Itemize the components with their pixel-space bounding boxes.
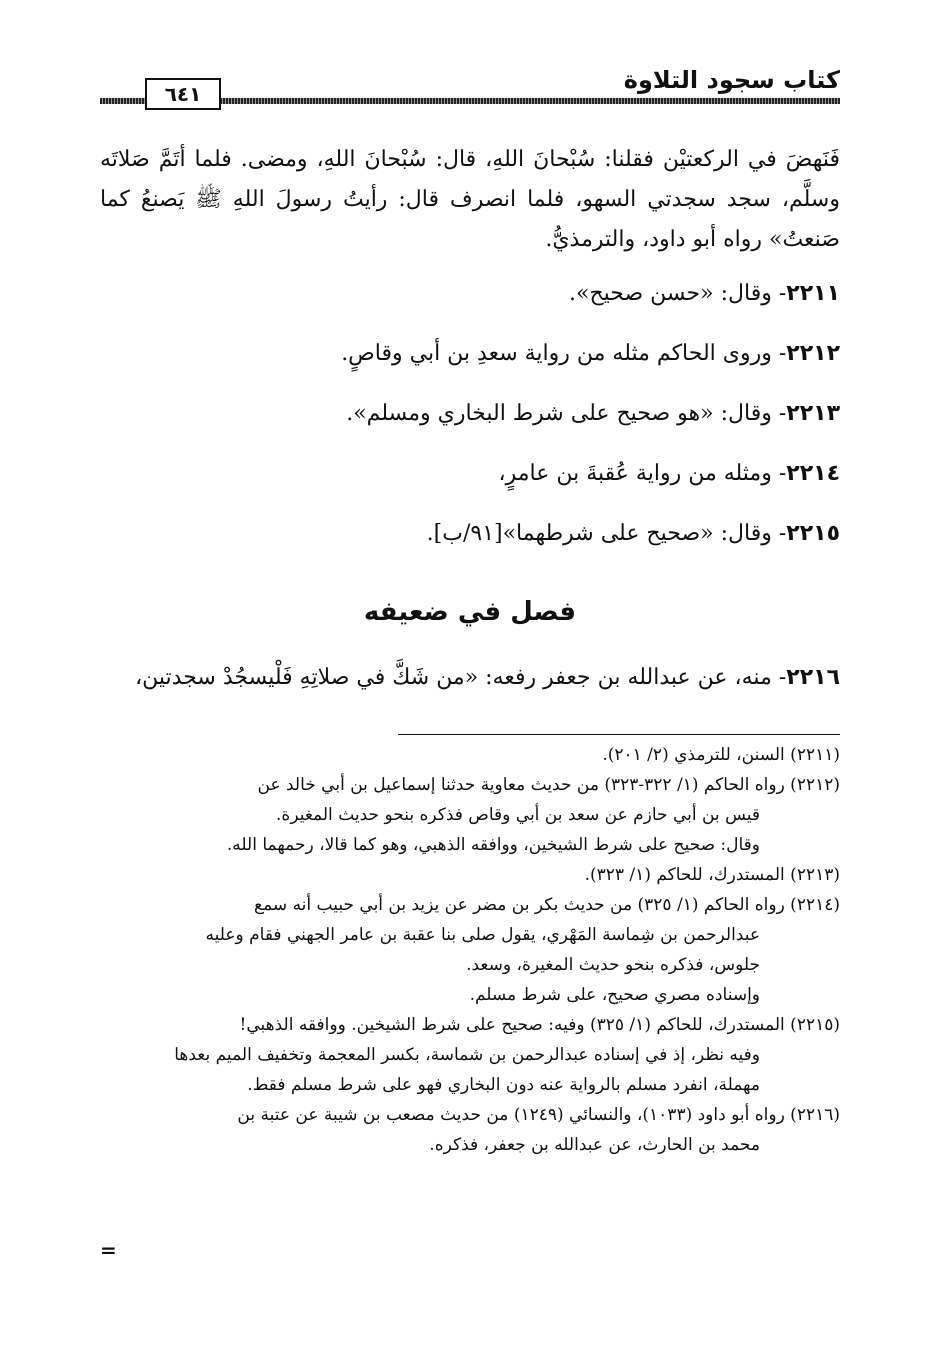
footnotes: [100, 740, 840, 1160]
opening-paragraph: فَنَهضَ في الركعتيْن فقلنا: سُبْحانَ اللهِ، قال: سُبْحانَ اللهِ، ومضى. فلما أتَمَّ صَلاتَه وسلَّم، سجد سجدتي السهو، فلما انصرف قال: رأيتُ رسولَ اللهِ ﷺ يَصنعُ كما صَنعتُ» رواه أبو داود، والترمذيُّ.: [100, 147, 840, 252]
hadith-number: ٢٢١١: [786, 281, 840, 306]
hadith-2216: [100, 658, 840, 698]
footnote-line: (٢٢١٢) رواه الحاكم (١/ ٣٢٢-٣٢٣) من حديث معاوية حدثنا إسماعيل بن أبي خالد عن: [257, 775, 840, 795]
footnote-separator: [398, 734, 840, 735]
footnote-line: وقال: صحيح على شرط الشيخين، ووافقه الذهبي، وهو كما قالا، رحمهما الله.: [226, 835, 760, 855]
page-number: ٦٤١: [145, 78, 221, 110]
hadith-2212: [100, 338, 840, 398]
hadith-2215: [100, 518, 840, 578]
hadith-number: ٢٢١٥: [786, 521, 840, 546]
hadith-text: - ومثله من رواية عُقبةَ بن عامرٍ،: [498, 461, 787, 486]
footnote-line: (٢٢١١) السنن، للترمذي (٢/ ٢٠١).: [602, 745, 840, 765]
hadith-text: - منه، عن عبدالله بن جعفر رفعه: «من شَكَّ في صلاتِهِ فَلْيسجُدْ سجدتين،: [135, 665, 787, 690]
footnote-line: جلوس، فذكره بنحو حديث المغيرة، وسعد.: [466, 955, 760, 975]
footnote-line: قيس بن أبي حازم عن سعد بن أبي وقاص فذكره بنحو حديث المغيرة.: [276, 805, 760, 825]
hadith-2211: [100, 278, 840, 338]
main-text: [100, 140, 840, 698]
footnote-line: (٢٢١٦) رواه أبو داود (١٠٣٣)، والنسائي (١٢٤٩) من حديث مصعب بن شيبة عن عتبة بن: [237, 1105, 840, 1125]
running-title: كتاب سجود التلاوة: [623, 66, 840, 94]
footnote-line: (٢٢١٤) رواه الحاكم (١/ ٣٢٥) من حديث بكر بن مضر عن يزيد بن أبي حبيب أنه سمع: [254, 895, 840, 915]
hadith-text: - وقال: «حسن صحيح».: [569, 281, 787, 306]
hadith-text: - وقال: «صحيح على شرطهما»[٩١/ب].: [426, 521, 787, 546]
footnote-line: وإسناده مصري صحيح، على شرط مسلم.: [469, 985, 760, 1005]
hadith-number: ٢٢١٢: [786, 341, 840, 366]
hadith-number: ٢٢١٣: [786, 401, 840, 426]
footnote-line: (٢٢١٣) المستدرك، للحاكم (١/ ٣٢٣).: [584, 865, 840, 885]
hadith-text: - وروى الحاكم مثله من رواية سعدِ بن أبي وقاصٍ.: [341, 341, 787, 366]
hadith-2213: [100, 398, 840, 458]
footnote-line: مهملة، انفرد مسلم بالرواية عنه دون البخاري فهو على شرط مسلم فقط.: [247, 1075, 760, 1095]
continuation-mark: =: [100, 1238, 117, 1262]
hadith-text: - وقال: «هو صحيح على شرط البخاري ومسلم».: [346, 401, 787, 426]
hadith-2214: [100, 458, 840, 518]
footnote-line: (٢٢١٥) المستدرك، للحاكم (١/ ٣٢٥) وفيه: صحيح على شرط الشيخين. ووافقه الذهبي!: [239, 1015, 840, 1035]
footnote-line: وفيه نظر، إذ في إسناده عبدالرحمن بن شماسة، بكسر المعجمة وتخفيف الميم بعدها: [174, 1045, 760, 1065]
hadith-number: ٢٢١٦: [786, 665, 840, 690]
footnote-line: عبدالرحمن بن شِماسة المَهْري، يقول صلى بنا عقبة بن عامر الجهني فقام وعليه: [205, 925, 760, 945]
section-title: فصل في ضعيفه: [363, 597, 577, 627]
footnote-line: محمد بن الحارث، عن عبدالله بن جعفر، فذكره.: [429, 1135, 760, 1155]
page-header: [100, 62, 840, 110]
hadith-number: ٢٢١٤: [786, 461, 840, 486]
